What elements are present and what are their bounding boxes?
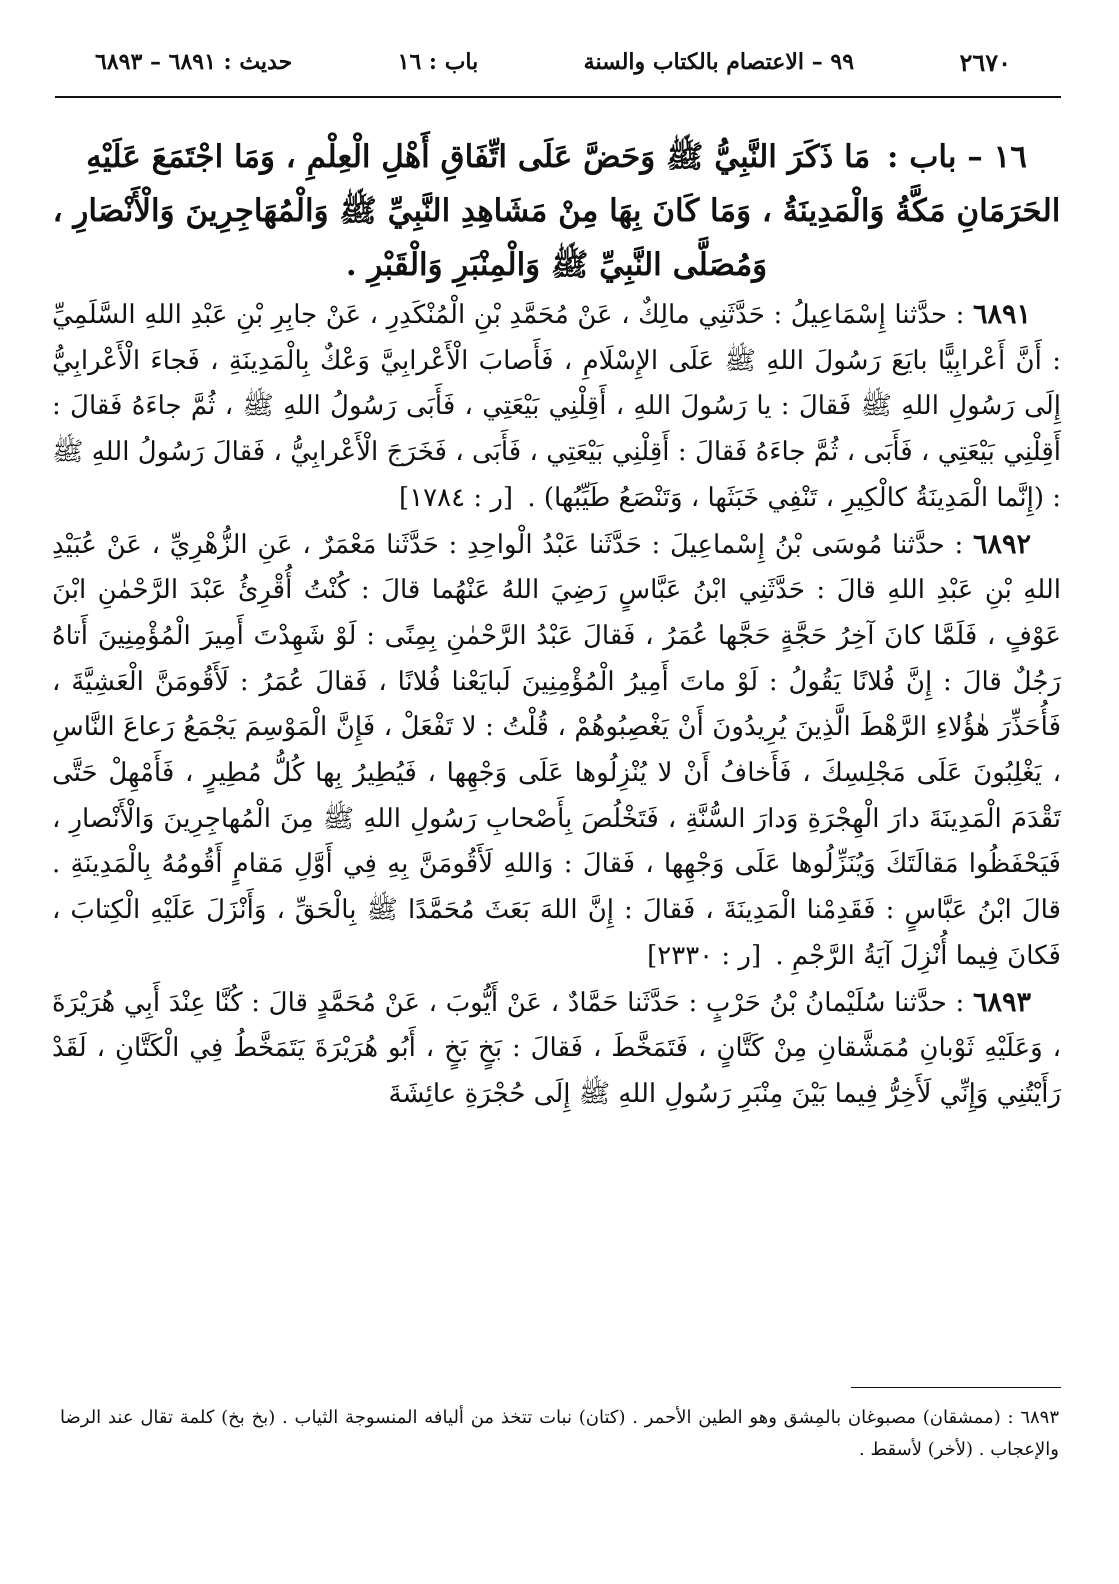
- hadith-range: حديث : ٦٨٩١ – ٦٨٩٣: [95, 49, 293, 75]
- running-header: [95, 40, 1011, 84]
- hadith-number: ٦٨٩٢: [972, 528, 1031, 560]
- book-title: ٩٩ – الاعتصام بالكتاب والسنة: [583, 49, 855, 75]
- hadith-cross-reference: [ر : ٢٣٣٠]: [647, 940, 762, 971]
- hadith-6891: [52, 292, 1061, 522]
- chapter-number: ١٦ – باب :: [886, 139, 1027, 175]
- chapter-heading: [52, 130, 1061, 292]
- hadith-cross-reference: [ر : ١٧٨٤]: [399, 482, 514, 513]
- hadith-text: : حدَّثنا إِسْمَاعِيلُ : حَدَّثَنِي مالِكٌ ، عَنْ مُحَمَّدِ بْنِ الْمُنْكَدِرِ ، عَنْ جابِرِ بْنِ عَبْدِ اللهِ السَّلَمِيِّ : أَنَّ أَعْرابِيًّا بايَعَ رَسُولَ اللهِ ﷺ عَلَى الإِسْلَامِ ، فَأَصابَ الْأَعْرابِيَّ وَعْكٌ بِالْمَدِينَةِ ، فَجاءَ الْأَعْرابِيُّ إِلَى رَسُولِ اللهِ ﷺ فَقالَ : يا رَسُولَ اللهِ ، أَقِلْنِي بَيْعَتِي ، فَأَبَى رَسُولُ اللهِ ﷺ ، ثُمَّ جاءَهُ فَقالَ : أَقِلْنِي بَيْعَتِي ، فَأَبَى ، ثُمَّ جاءَهُ فَقالَ : أَقِلْنِي بَيْعَتِي ، فَأَبَى ، فَخَرَجَ الْأَعْرابِيُّ ، فَقالَ رَسُولُ اللهِ ﷺ : (إِنَّما الْمَدِينَةُ كالْكِيرِ ، تَنْفِي خَبَثَها ، وَتَنْصَعُ طَيِّبُها) .: [52, 300, 1061, 513]
- page-number: ٢٦٧٠: [959, 47, 1011, 77]
- hadith-6893: [52, 980, 1061, 1118]
- chapter-reference: باب : ١٦: [397, 49, 479, 75]
- hadith-text: : حدَّثنا سُلَيْمانُ بْنُ حَرْبٍ : حَدَّثَنا حَمَّادٌ ، عَنْ أَيُّوبَ ، عَنْ مُحَمَّدٍ قالَ : كُنَّا عِنْدَ أَبِي هُرَيْرَةَ ، وَعَلَيْهِ ثَوْبانِ مُمَشَّقانِ مِنْ كَتَّانٍ ، فَتَمَخَّطَ ، فَقالَ : بَخٍ بَخٍ ، أَبُو هُرَيْرَةَ يَتَمَخَّطُ فِي الْكَتَّانِ ، لَقَدْ رَأَيْتُنِي وَإِنِّي لَأَخِرُّ فِيما بَيْنَ مِنْبَرِ رَسُولِ اللهِ ﷺ إِلَى حُجْرَةِ عائِشَةَ: [52, 987, 1061, 1109]
- page-body: [52, 130, 1061, 1118]
- chapter-title: مَا ذَكَرَ النَّبِيُّ ﷺ وَحَضَّ عَلَى اتِّفَاقِ أَهْلِ الْعِلْمِ ، وَمَا اجْتَمَعَ عَلَيْهِ الحَرَمَانِ مَكَّةُ وَالْمَدِينَةُ ، وَمَا كَانَ بِهَا مِنْ مَشَاهِدِ النَّبِيِّ ﷺ وَالْمُهَاجِرِينَ وَالْأَنْصَارِ ، وَمُصَلَّى النَّبِيِّ ﷺ وَالْمِنْبَرِ وَالْقَبْرِ .: [52, 139, 1061, 283]
- footnote-rule: [851, 1387, 1061, 1388]
- header-rule: [55, 96, 1061, 98]
- footnote: ٦٨٩٣ : (ممشقان) مصبوغان بالمِشق وهو الطين الأحمر . (كتان) نبات تتخذ من أليافه المنسوجة الثياب . (بخ بخ) كلمة تقال عند الرضا والإعجاب . (لأخر) لأسقط .: [60, 1407, 1059, 1460]
- hadith-number: ٦٨٩١: [973, 299, 1032, 330]
- hadith-number: ٦٨٩٣: [972, 986, 1031, 1018]
- hadith-text: : حدَّثنا مُوسَى بْنُ إِسْماعِيلَ : حَدَّثَنا عَبْدُ الْواحِدِ : حَدَّثَنا مَعْمَرٌ ، عَنِ الزُّهْرِيِّ ، عَنْ عُبَيْدِ اللهِ بْنِ عَبْدِ اللهِ قالَ : حَدَّثَنِي ابْنُ عَبَّاسٍ رَضِيَ اللهُ عَنْهُما قالَ : كُنْتُ أُقْرِئُ عَبْدَ الرَّحْمٰنِ ابْنَ عَوْفٍ ، فَلَمَّا كانَ آخِرُ حَجَّةٍ حَجَّها عُمَرُ ، فَقالَ عَبْدُ الرَّحْمٰنِ بِمِنًى : لَوْ شَهِدْتَ أَمِيرَ الْمُؤْمِنِينَ أَتاهُ رَجُلٌ قالَ : إِنَّ فُلانًا يَقُولُ : لَوْ ماتَ أَمِيرُ الْمُؤْمِنِينَ لَبايَعْنا فُلانًا ، فَقالَ عُمَرُ : لَأَقُومَنَّ الْعَشِيَّةَ ، فَأُحَذِّرَ هٰؤُلاءِ الرَّهْطَ الَّذِينَ يُرِيدُونَ أَنْ يَغْصِبُوهُمْ ، قُلْتُ : لا تَفْعَلْ ، فَإِنَّ الْمَوْسِمَ يَجْمَعُ رَعاعَ النَّاسِ ، يَغْلِبُونَ عَلَى مَجْلِسِكَ ، فَأَخافُ أَنْ لا يُنْزِلُوها عَلَى وَجْهِها ، فَيُطِيرُ بِها كُلُّ مُطِيرٍ ، فَأَمْهِلْ حَتَّى تَقْدَمَ الْمَدِينَةَ دارَ الْهِجْرَةِ وَدارَ السُّنَّةِ ، فَتَخْلُصَ بِأَصْحابِ رَسُولِ اللهِ ﷺ مِنَ الْمُهاجِرِينَ وَالْأَنْصارِ ، فَيَحْفَظُوا مَقالَتَكَ وَيُنَزِّلُوها عَلَى وَجْهِها ، فَقالَ : وَاللهِ لَأَقُومَنَّ بِهِ فِي أَوَّلِ مَقامٍ أَقُومُهُ بِالْمَدِينَةِ . قالَ ابْنُ عَبَّاسٍ : فَقَدِمْنا الْمَدِينَةَ ، فَقالَ : إِنَّ اللهَ بَعَثَ مُحَمَّدًا ﷺ بِالْحَقِّ ، وَأَنْزَلَ عَلَيْهِ الْكِتابَ ، فَكانَ فِيما أُنْزِلَ آيَةُ الرَّجْمِ .: [52, 529, 1061, 971]
- hadith-6892: [52, 522, 1061, 980]
